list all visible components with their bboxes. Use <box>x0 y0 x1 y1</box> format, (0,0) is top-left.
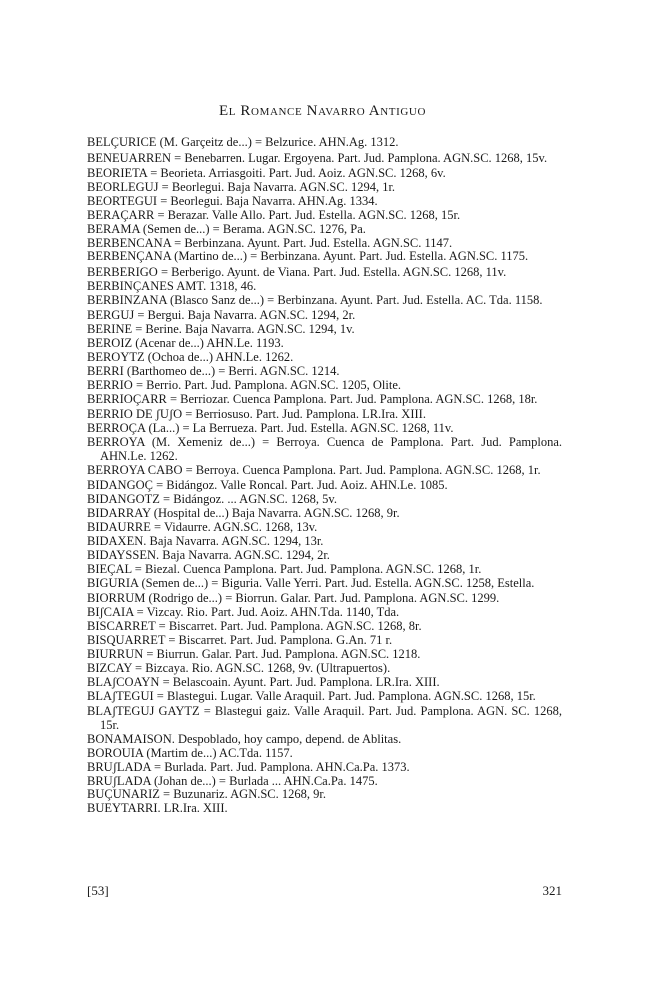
glossary-entry: BIZCAY = Bizcaya. Rio. AGN.SC. 1268, 9v. (Ultrapuertos). <box>87 660 391 675</box>
glossary-entry: BERINE = Berine. Baja Navarra. AGN.SC. 1294, 1v. <box>87 322 355 337</box>
glossary-entry: BERRI (Barthomeo de...) = Berri. AGN.SC. 1214. <box>87 363 340 378</box>
glossary-entry: BERRIOÇARR = Berriozar. Cuenca Pamplona. Part. Jud. Pamplona. AGN.SC. 1268, 18r. <box>87 391 538 406</box>
glossary-entry: BENEUARREN = Benebarren. Lugar. Ergoyena. Part. Jud. Pamplona. AGN.SC. 1268, 15v. <box>87 150 548 165</box>
glossary-entry: BIEÇAL = Biezal. Cuenca Pamplona. Part. Jud. Pamplona. AGN.SC. 1268, 1r. <box>87 561 482 576</box>
section-marker: [53] <box>87 883 109 898</box>
glossary-entry: BIGURIA (Semen de...) = Biguria. Valle Yerri. Part. Jud. Estella. AGN.SC. 1258, Estella. <box>87 575 535 590</box>
glossary-entry: BIDANGOÇ = Bidángoz. Valle Roncal. Part. Jud. Aoiz. AHN.Le. 1085. <box>87 478 448 493</box>
glossary-entry: BOROUIA (Martim de...) AC.Tda. 1157. <box>87 745 293 760</box>
glossary-entry: BRUʃLADA (Johan de...) = Burlada ... AHN.Ca.Pa. 1475. <box>87 773 378 788</box>
glossary-entry: BERBENCANA = Berbinzana. Ayunt. Part. Jud. Estella. AGN.SC. 1147. <box>87 235 453 250</box>
glossary-entry: BERAMA (Semen de...) = Berama. AGN.SC. 1276, Pa. <box>87 221 366 236</box>
glossary-entry: BIDARRAY (Hospital de...) Baja Navarra. AGN.SC. 1268, 9r. <box>87 506 400 521</box>
glossary-entry: BERBINÇANES AMT. 1318, 46. <box>87 278 257 293</box>
glossary-entry: BIURRUN = Biurrun. Galar. Part. Jud. Pamplona. AGN.SC. 1218. <box>87 646 421 661</box>
glossary-entry: BERBENÇANA (Martino de...) = Berbinzana. Ayunt. Part. Jud. Estella. AGN.SC. 1175. <box>87 249 529 264</box>
glossary-entry: BERROYA CABO = Berroya. Cuenca Pamplona. Part. Jud. Pamplona. AGN.SC. 1268, 1r. <box>87 462 541 477</box>
glossary-entry: BERGUJ = Bergui. Baja Navarra. AGN.SC. 1294, 2r. <box>87 308 356 323</box>
glossary-entry: BEORTEGUI = Beorlegui. Baja Navarra. AHN.Ag. 1334. <box>87 193 378 208</box>
page-number: 321 <box>542 883 562 898</box>
glossary-entry: BONAMAISON. Despoblado, hoy campo, depend. de Ablitas. <box>87 731 402 746</box>
glossary-entry: BUÇUNARIZ = Buzunariz. AGN.SC. 1268, 9r. <box>87 787 326 802</box>
glossary-entry: BERBINZANA (Blasco Sanz de...) = Berbinzana. Ayunt. Part. Jud. Estella. AC. Tda. 1158. <box>87 292 543 307</box>
glossary-entry: BERRIO = Berrio. Part. Jud. Pamplona. AGN.SC. 1205, Olite. <box>87 377 401 392</box>
glossary-entry: BELÇURICE (M. Garçeitz de...) = Belzurice. AHN.Ag. 1312. <box>87 135 399 149</box>
glossary-entry: BEROYTZ (Ochoa de...) AHN.Le. 1262. <box>87 349 294 364</box>
glossary-entry: BLAʃCOAYN = Belascoain. Ayunt. Part. Jud. Pamplona. LR.Ira. XIII. <box>87 674 440 689</box>
glossary-entry: BERBERIGO = Berberigo. Ayunt. de Viana. Part. Jud. Estella. AGN.SC. 1268, 11v. <box>87 264 507 279</box>
glossary-entry: BLAʃTEGUJ GAYTZ = Blastegui gaiz. Valle Araquil. Part. Jud. Pamplona. AGN. SC. 1268, 15r. <box>87 704 562 732</box>
glossary-entry: BEORLEGUJ = Beorlegui. Baja Navarra. AGN.SC. 1294, 1r. <box>87 179 396 194</box>
glossary-entry: BISCARRET = Biscarret. Part. Jud. Pamplona. AGN.SC. 1268, 8r. <box>87 618 422 633</box>
running-header: El Romance Navarro Antiguo <box>218 103 426 119</box>
glossary-entry: BEROIZ (Acenar de...) AHN.Le. 1193. <box>87 336 284 351</box>
glossary-entry: BIORRUM (Rodrigo de...) = Biorrun. Galar. Part. Jud. Pamplona. AGN.SC. 1299. <box>87 591 500 606</box>
glossary-entry: BLAʃTEGUI = Blastegui. Lugar. Valle Araquil. Part. Jud. Pamplona. AGN.SC. 1268, 15r. <box>87 688 536 703</box>
glossary-entry: BIDAXEN. Baja Navarra. AGN.SC. 1294, 13r. <box>87 533 324 548</box>
glossary-entry: BERROÇA (La...) = La Berrueza. Part. Jud. Estella. AGN.SC. 1268, 11v. <box>87 421 454 436</box>
glossary-entry: BIDANGOTZ = Bidángoz. ... AGN.SC. 1268, 5v. <box>87 492 337 507</box>
glossary-entry: BEORIETA = Beorieta. Arriasgoiti. Part. Jud. Aoiz. AGN.SC. 1268, 6v. <box>87 166 446 180</box>
glossary-entry: BISQUARRET = Biscarret. Part. Jud. Pamplona. G.An. 71 r. <box>87 632 393 647</box>
glossary-entries <box>87 136 562 816</box>
glossary-entry: BIDAYSSEN. Baja Navarra. AGN.SC. 1294, 2r. <box>87 547 330 562</box>
glossary-entry: BERRIO DE ʃUʃO = Berriosuso. Part. Jud. Pamplona. LR.Ira. XIII. <box>87 407 426 422</box>
glossary-entry: BIʃCAIA = Vizcay. Rio. Part. Jud. Aoiz. AHN.Tda. 1140, Tda. <box>87 605 400 620</box>
glossary-entry: BRUʃLADA = Burlada. Part. Jud. Pamplona. AHN.Ca.Pa. 1373. <box>87 759 410 774</box>
glossary-entry: BERAÇARR = Berazar. Valle Allo. Part. Jud. Estella. AGN.SC. 1268, 15r. <box>87 207 461 222</box>
glossary-entry: BIDAURRE = Vidaurre. AGN.SC. 1268, 13v. <box>87 520 318 535</box>
glossary-entry: BUEYTARRI. LR.Ira. XIII. <box>87 801 228 816</box>
glossary-entry: BERROYA (M. Xemeniz de...) = Berroya. Cuenca de Pamplona. Part. Jud. Pamplona. AHN.Le. 1262. <box>87 435 562 463</box>
